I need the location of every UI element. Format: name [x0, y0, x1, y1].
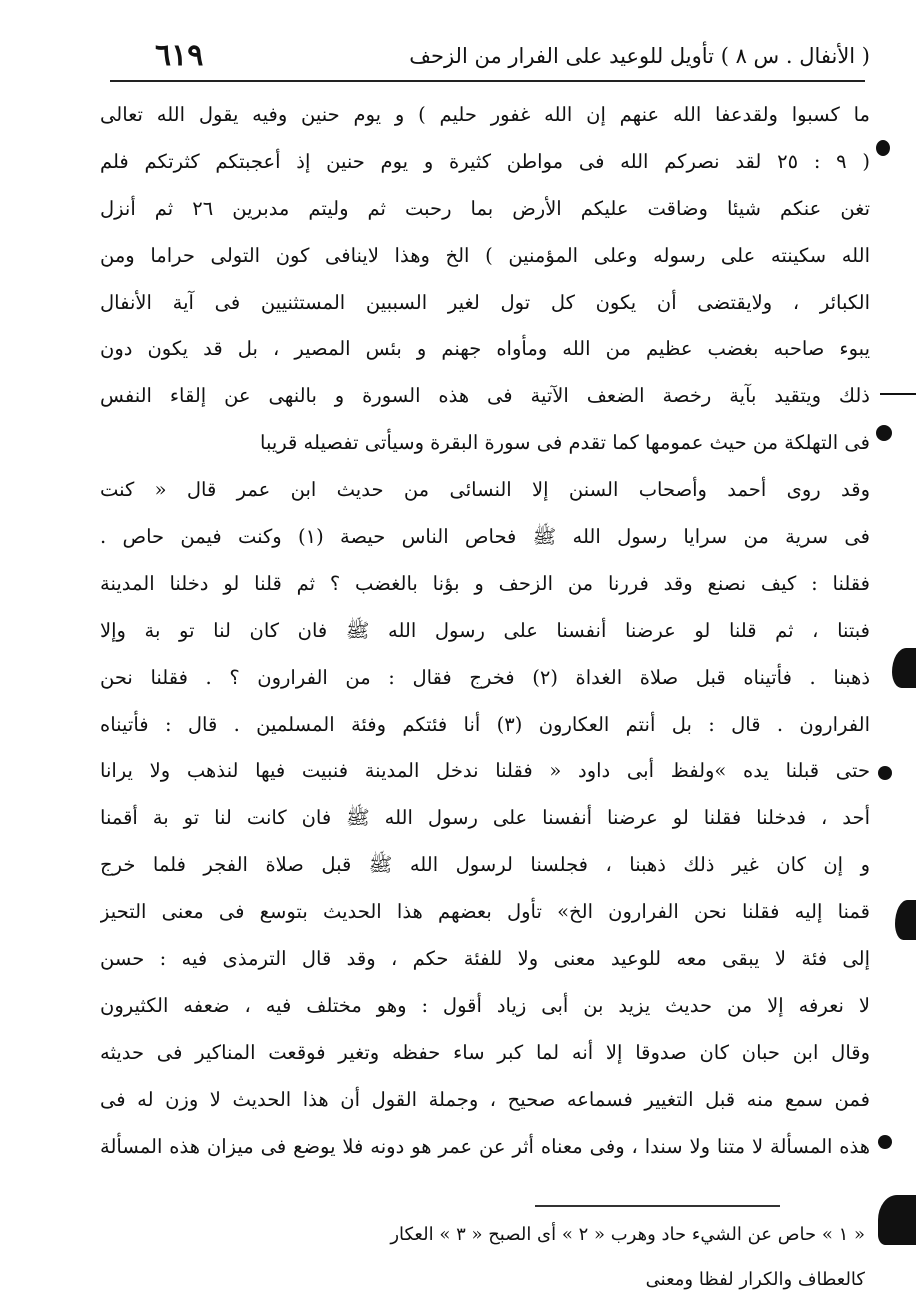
text-line: وقد روى أحمد وأصحاب السنن إلا النسائى من حديث ابن عمر قال « كنت: [100, 478, 870, 502]
text-line: ما كسبوا ولقدعفا الله عنهم إن الله غفور حليم ) و يوم حنين وفيه يقول الله تعالى: [100, 103, 870, 126]
text-line: ( ٩ : ٢٥ لقد نصركم الله فى مواطن كثيرة و يوم حنين إذ أعجبتكم كثرتكم فلم: [100, 149, 870, 173]
text-line: الله سكينته على رسوله وعلى المؤمنين ) الخ وهذا لاينافى كون التولى حراما ومن: [100, 243, 870, 267]
scan-blot: [895, 900, 916, 940]
text-line: تغن عنكم شيئا وضاقت عليكم الأرض بما رحبت ثم وليتم مدبرين ٢٦ ثم أنزل: [100, 196, 870, 220]
text-line: فقلنا : كيف نصنع وقد فررنا من الزحف و بؤنا بالغضب ؟ ثم قلنا لو دخلنا المدينة: [100, 571, 870, 595]
header-rule: [110, 80, 865, 82]
footnote-line: « ١ » حاص عن الشيء حاد وهرب « ٢ » أى الصبح « ٣ » العكار: [390, 1224, 865, 1245]
text-line: لا نعرفه إلا من حديث يزيد بن أبى زياد أقول : وهو مختلف فيه ، ضعفه الكثيرون: [100, 993, 870, 1017]
page-number: ٦١٩: [155, 38, 204, 73]
scan-blot: [876, 425, 892, 441]
text-line: فى التهلكة من حيث عمومها كما تقدم فى سورة البقرة وسيأتى تفصيله قريبا: [260, 431, 870, 455]
text-line: يبوء صاحبه بغضب عظيم من الله ومأواه جهنم و بئس المصير ، بل قد يكون دون: [100, 337, 870, 361]
text-line: فى سرية من سرايا رسول الله ﷺ فحاص الناس حيصة (١) وكنت فيمن حاص .: [100, 525, 870, 549]
text-line: الكبائر ، ولايقتضى أن يكون كل تول لغير السببين المستثنيين فى آية الأنفال: [100, 290, 870, 314]
text-line: وقال ابن حبان كان صدوقا إلا أنه لما كبر ساء حفظه وتغير فوقعت المناكير فى حديثه: [100, 1040, 870, 1064]
text-line: هذه المسألة لا متنا ولا سندا ، وفى معناه أثر عن عمر هو دونه فلا يوضع فى ميزان هذه المسألة: [100, 1134, 870, 1158]
scan-blot: [880, 393, 916, 395]
text-line: فمن سمع منه قبل التغيير فسماعه صحيح ، وجملة القول أن هذا الحديث لا وزن له فى: [100, 1087, 870, 1111]
text-line: فبتنا ، ثم قلنا لو عرضنا أنفسنا على رسول الله ﷺ فان كان لنا تو بة وإلا: [100, 618, 870, 642]
scan-blot: [878, 766, 892, 780]
scan-blot: [876, 140, 890, 156]
running-head: ( الأنفال . س ٨ ) تأويل للوعيد على الفرار من الزحف: [409, 44, 870, 68]
text-line: أحد ، فدخلنا فقلنا لو عرضنا أنفسنا على رسول الله ﷺ فان كانت لنا تو بة أقمنا: [100, 806, 870, 830]
body-text: [100, 92, 870, 1170]
page-header: [110, 38, 870, 78]
text-line: ذهبنا . فأتيناه قبل صلاة الغداة (٢) فخرج فقال : من الفرارون ؟ . فقلنا نحن: [100, 665, 870, 689]
scan-blot: [892, 648, 916, 688]
text-line: و إن كان غير ذلك ذهبنا ، فجلسنا لرسول الله ﷺ قبل صلاة الفجر فلما خرج: [100, 853, 870, 877]
text-line: إلى فئة لا يبقى معه للوعيد معنى ولا للفئة حكم ، وقد قال الترمذى فيه : حسن: [100, 947, 870, 971]
scan-blot: [878, 1135, 892, 1149]
footnotes: [100, 1212, 865, 1302]
text-line: قمنا إليه فقلنا نحن الفرارون الخ» تأول بعضهم هذا الحديث بتوسع فى معنى التحيز: [100, 900, 870, 924]
text-line: ذلك ويتقيد بآية رخصة الضعف الآتية فى هذه السورة و بالنهى عن إلقاء النفس: [100, 384, 870, 408]
text-line: حتى قبلنا يده »ولفظ أبى داود « فقلنا ندخل المدينة فنبيت فيها لنذهب ولا يرانا: [100, 759, 870, 783]
footnote-line: كالعطاف والكرار لفظا ومعنى: [645, 1269, 865, 1290]
footnote-rule: [535, 1205, 780, 1207]
scan-blot: [878, 1195, 916, 1245]
text-line: الفرارون . قال : بل أنتم العكارون (٣) أنا فئتكم وفئة المسلمين . قال : فأتيناه: [100, 712, 870, 736]
